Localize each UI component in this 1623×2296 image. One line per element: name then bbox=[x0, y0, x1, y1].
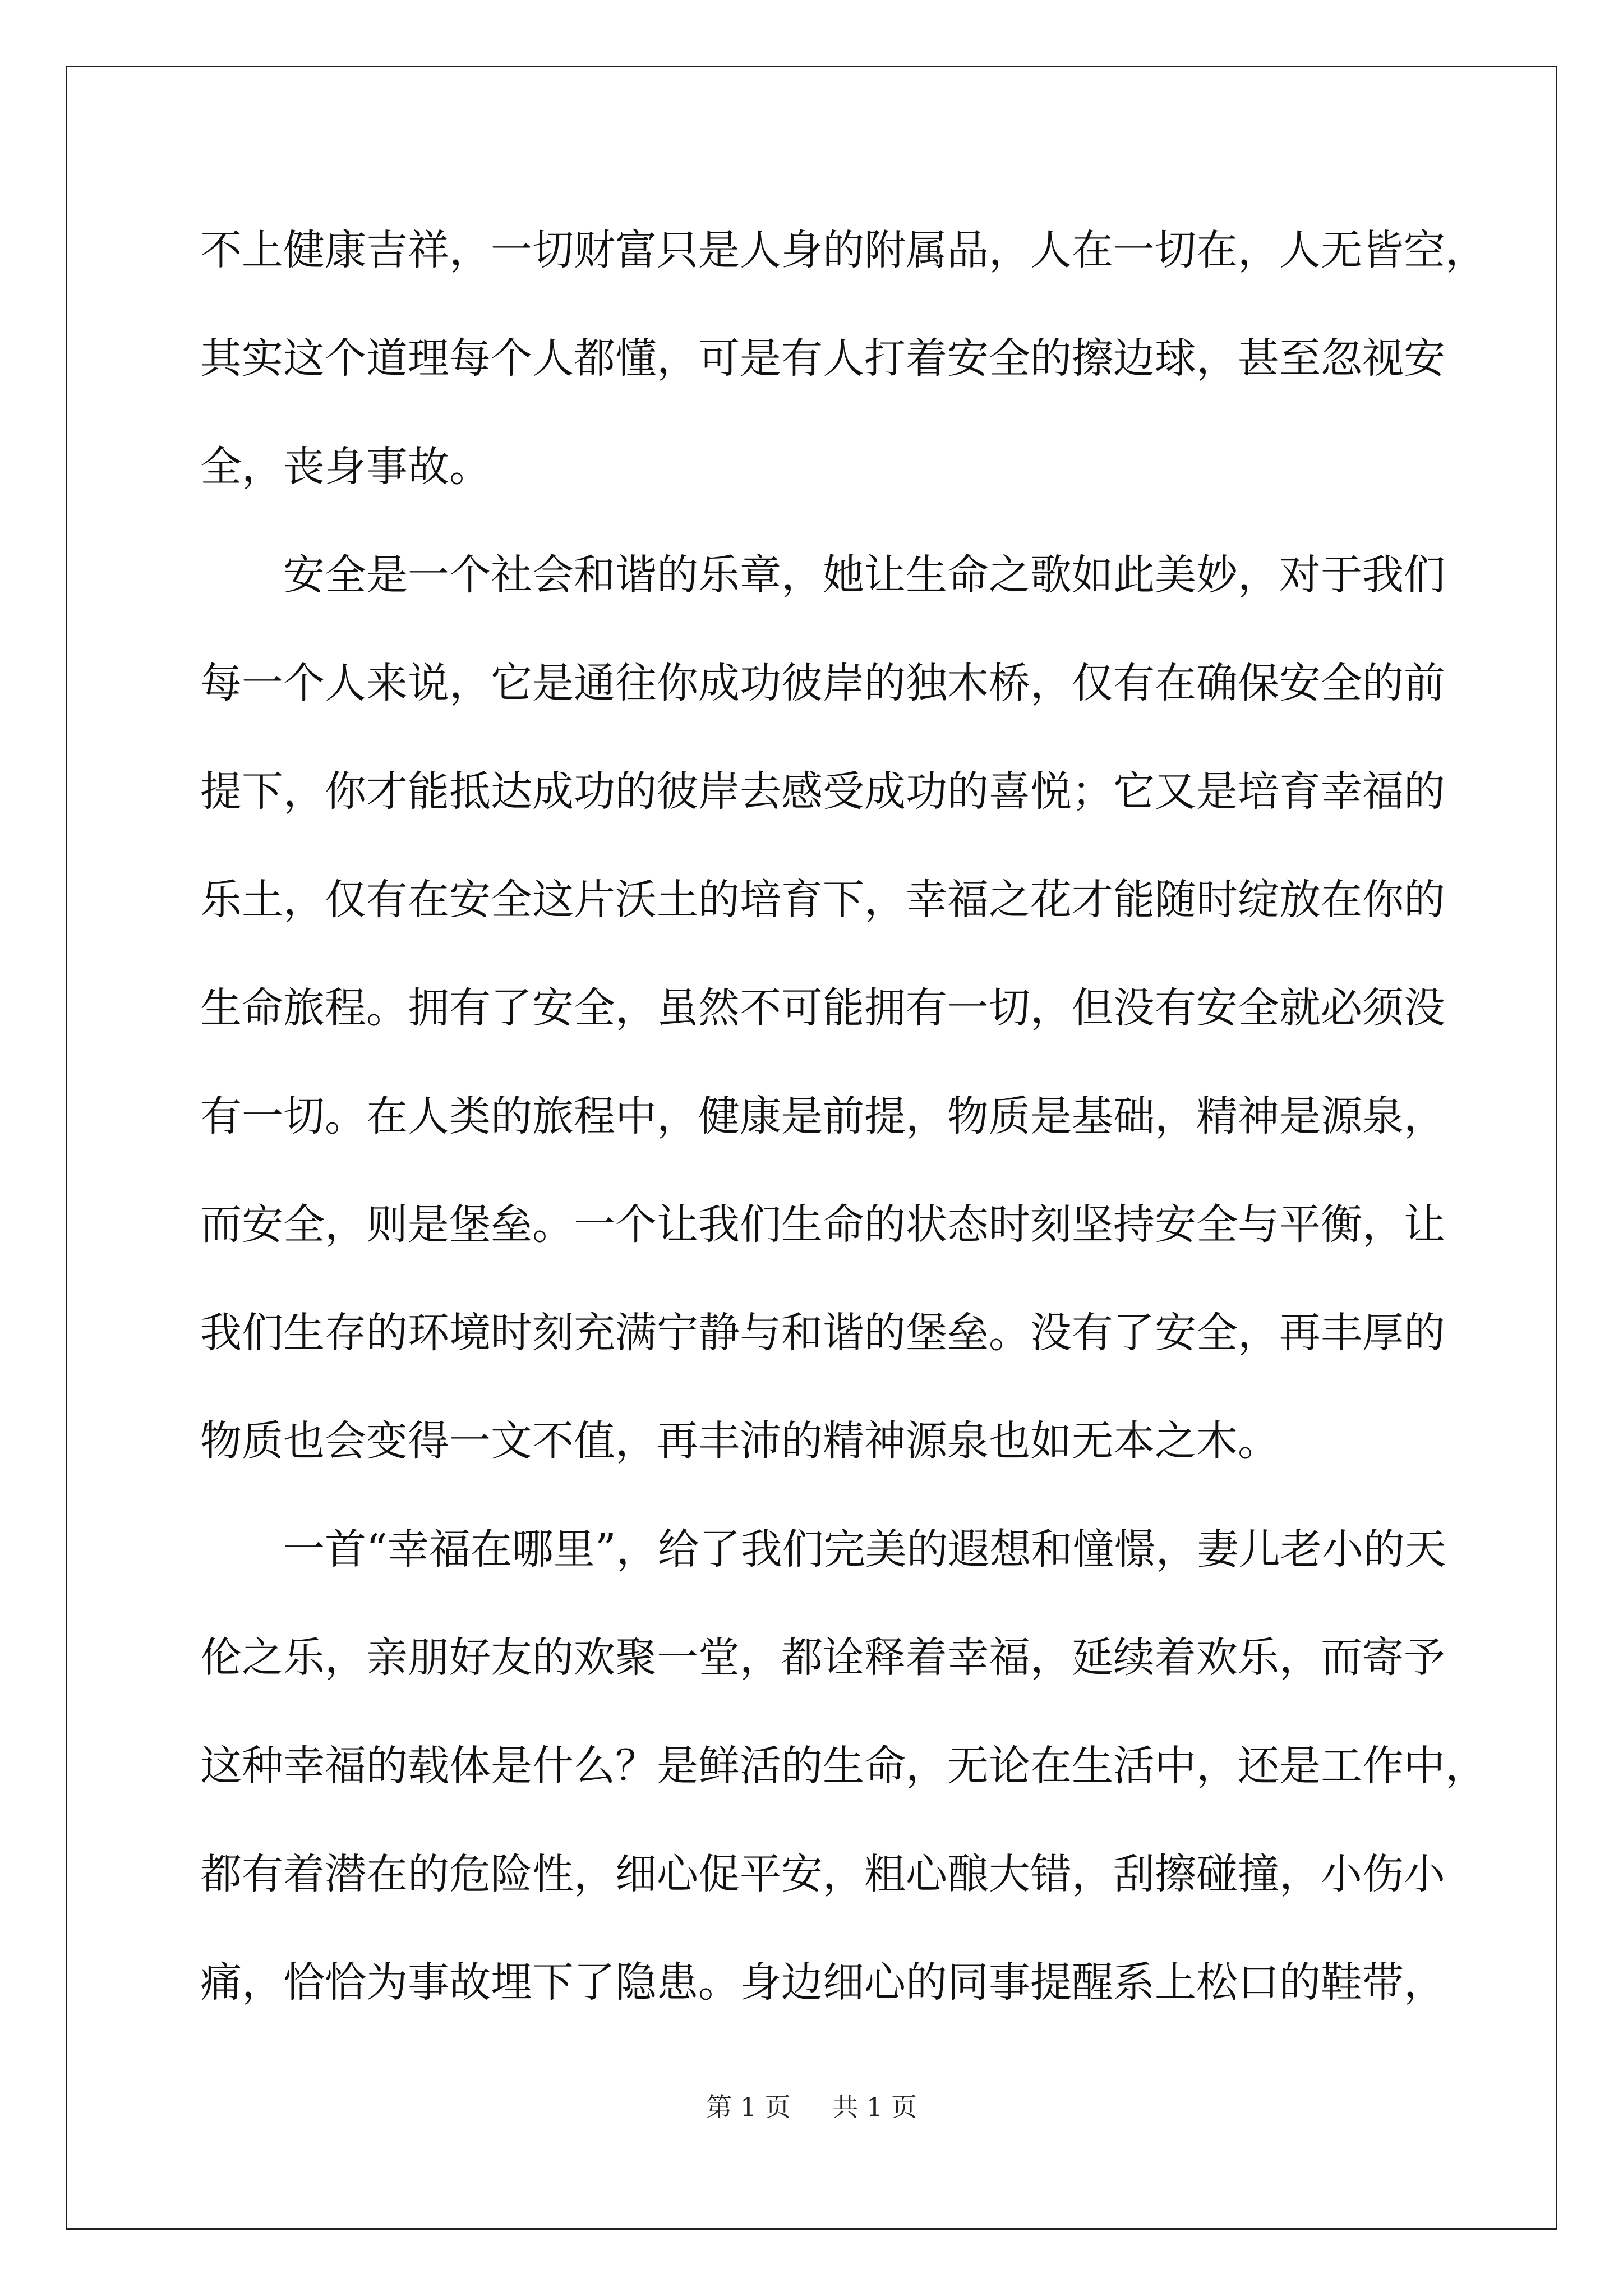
text-line: 都有着潜在的危险性，细心促平安，粗心酿大错，刮擦碰撞，小伤小 bbox=[200, 1850, 1445, 1898]
text-line: 不上健康吉祥，一切财富只是人身的附属品，人在一切在，人无皆空， bbox=[200, 226, 1487, 274]
text-line: 其实这个道理每个人都懂，可是有人打着安全的擦边球，甚至忽视安 bbox=[200, 334, 1445, 383]
text-line: 安全是一个社会和谐的乐章，她让生命之歌如此美妙，对于我们 bbox=[283, 551, 1445, 599]
text-line: 每一个人来说，它是通往你成功彼岸的独木桥，仅有在确保安全的前 bbox=[200, 659, 1445, 707]
page-footer bbox=[0, 2087, 1623, 2124]
text-line: 这种幸福的载体是什么？是鲜活的生命，无论在生活中，还是工作中， bbox=[200, 1742, 1487, 1790]
text-line: 痛，恰恰为事故埋下了隐患。身边细心的同事提醒系上松口的鞋带， bbox=[200, 1958, 1445, 2007]
text-line: 伦之乐，亲朋好友的欢聚一堂，都诠释着幸福，延续着欢乐，而寄予 bbox=[200, 1634, 1445, 1682]
page-number: 第 1 页 bbox=[706, 2092, 791, 2122]
text-line: 有一切。在人类的旅程中，健康是前提，物质是基础，精神是源泉， bbox=[200, 1092, 1445, 1140]
text-line: 生命旅程。拥有了安全，虽然不可能拥有一切，但没有安全就必须没 bbox=[200, 984, 1445, 1032]
text-line: 物质也会变得一文不值，再丰沛的精神源泉也如无本之木。 bbox=[200, 1417, 1279, 1465]
text-line: 一首“幸福在哪里”，给了我们完美的遐想和憧憬，妻儿老小的天 bbox=[283, 1525, 1446, 1573]
text-line: 乐土，仅有在安全这片沃土的培育下，幸福之花才能随时绽放在你的 bbox=[200, 876, 1445, 924]
text-line: 全，丧身事故。 bbox=[200, 443, 491, 491]
text-line: 而安全，则是堡垒。一个让我们生命的状态时刻坚持安全与平衡，让 bbox=[200, 1200, 1445, 1249]
document-body bbox=[200, 196, 1487, 2037]
text-line: 提下，你才能抵达成功的彼岸去感受成功的喜悦；它又是培育幸福的 bbox=[200, 767, 1445, 816]
page-total: 共 1 页 bbox=[832, 2092, 917, 2122]
text-line: 我们生存的环境时刻充满宁静与和谐的堡垒。没有了安全，再丰厚的 bbox=[200, 1309, 1445, 1357]
